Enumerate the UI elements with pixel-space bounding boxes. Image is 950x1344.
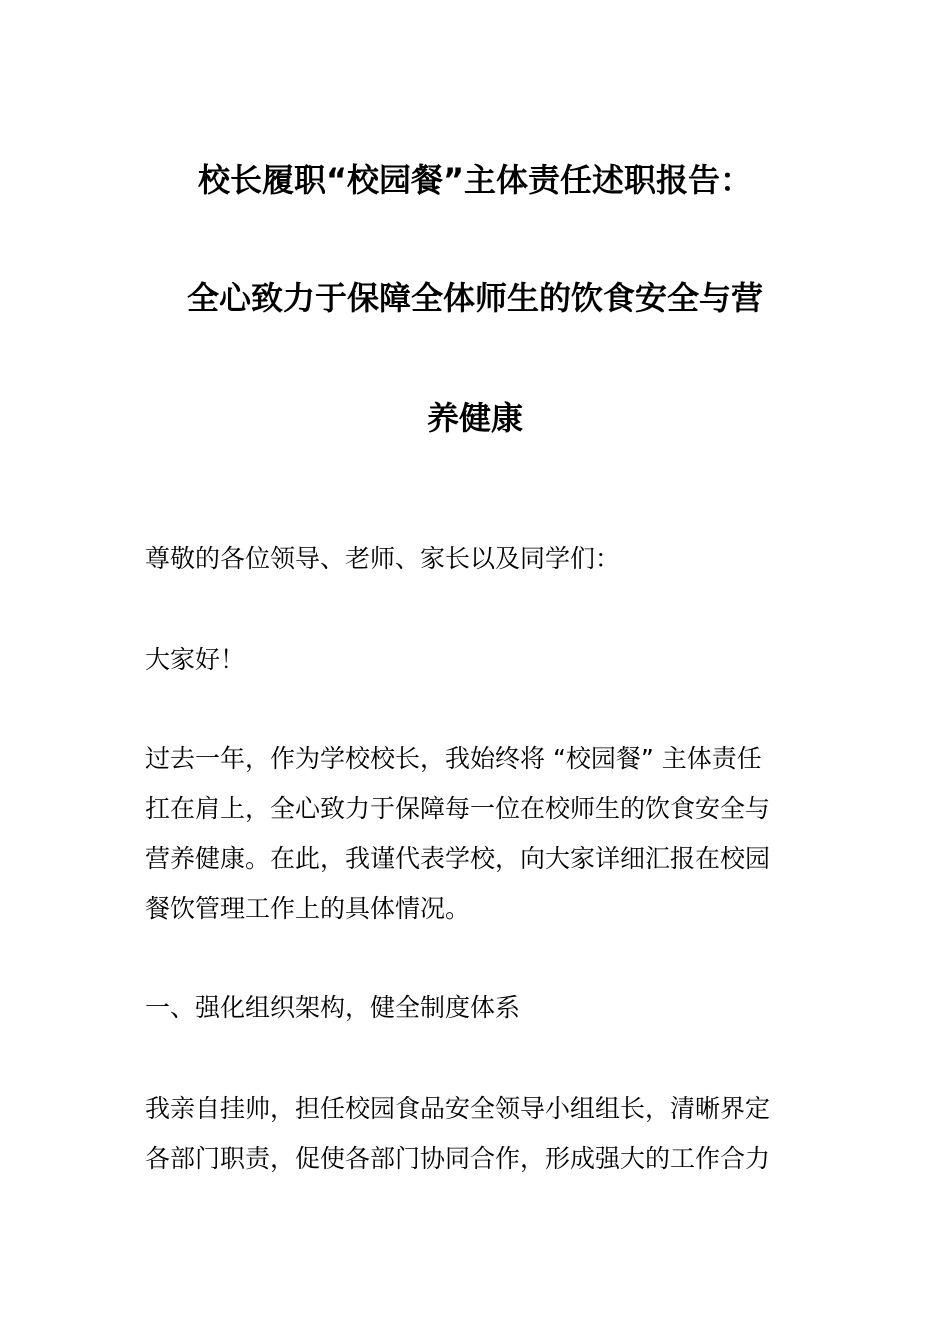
salutation: 尊敬的各位领导、老师、家长以及同学们： bbox=[145, 544, 621, 573]
document-title-line-3: 养健康 bbox=[426, 399, 523, 437]
greeting: 大家好！ bbox=[145, 645, 246, 674]
section-heading-1: 一、强化组织架构，健全制度体系 bbox=[145, 993, 521, 1022]
body-paragraph-2 bbox=[145, 1084, 815, 1184]
paragraph-line: 过去一年，作为学校校长，我始终将 “校园餐” 主体责任 bbox=[145, 744, 762, 773]
paragraph-line: 营养健康。在此，我谨代表学校，向大家详细汇报在校园 bbox=[145, 844, 771, 873]
paragraph-line: 各部门职责，促使各部门协同合作，形成强大的工作合力 bbox=[145, 1144, 771, 1173]
paragraph-line: 餐饮管理工作上的具体情况。 bbox=[145, 894, 471, 923]
document-title-line-2: 全心致力于保障全体师生的饮食安全与营 bbox=[186, 279, 763, 317]
paragraph-line: 扛在肩上，全心致力于保障每一位在校师生的饮食安全与 bbox=[145, 794, 771, 823]
paragraph-line: 我亲自挂帅，担任校园食品安全领导小组组长，清晰界定 bbox=[145, 1094, 771, 1123]
document-title-line-1: 校长履职“校园餐”主体责任述职报告： bbox=[197, 161, 753, 199]
body-paragraph-1 bbox=[145, 734, 815, 934]
